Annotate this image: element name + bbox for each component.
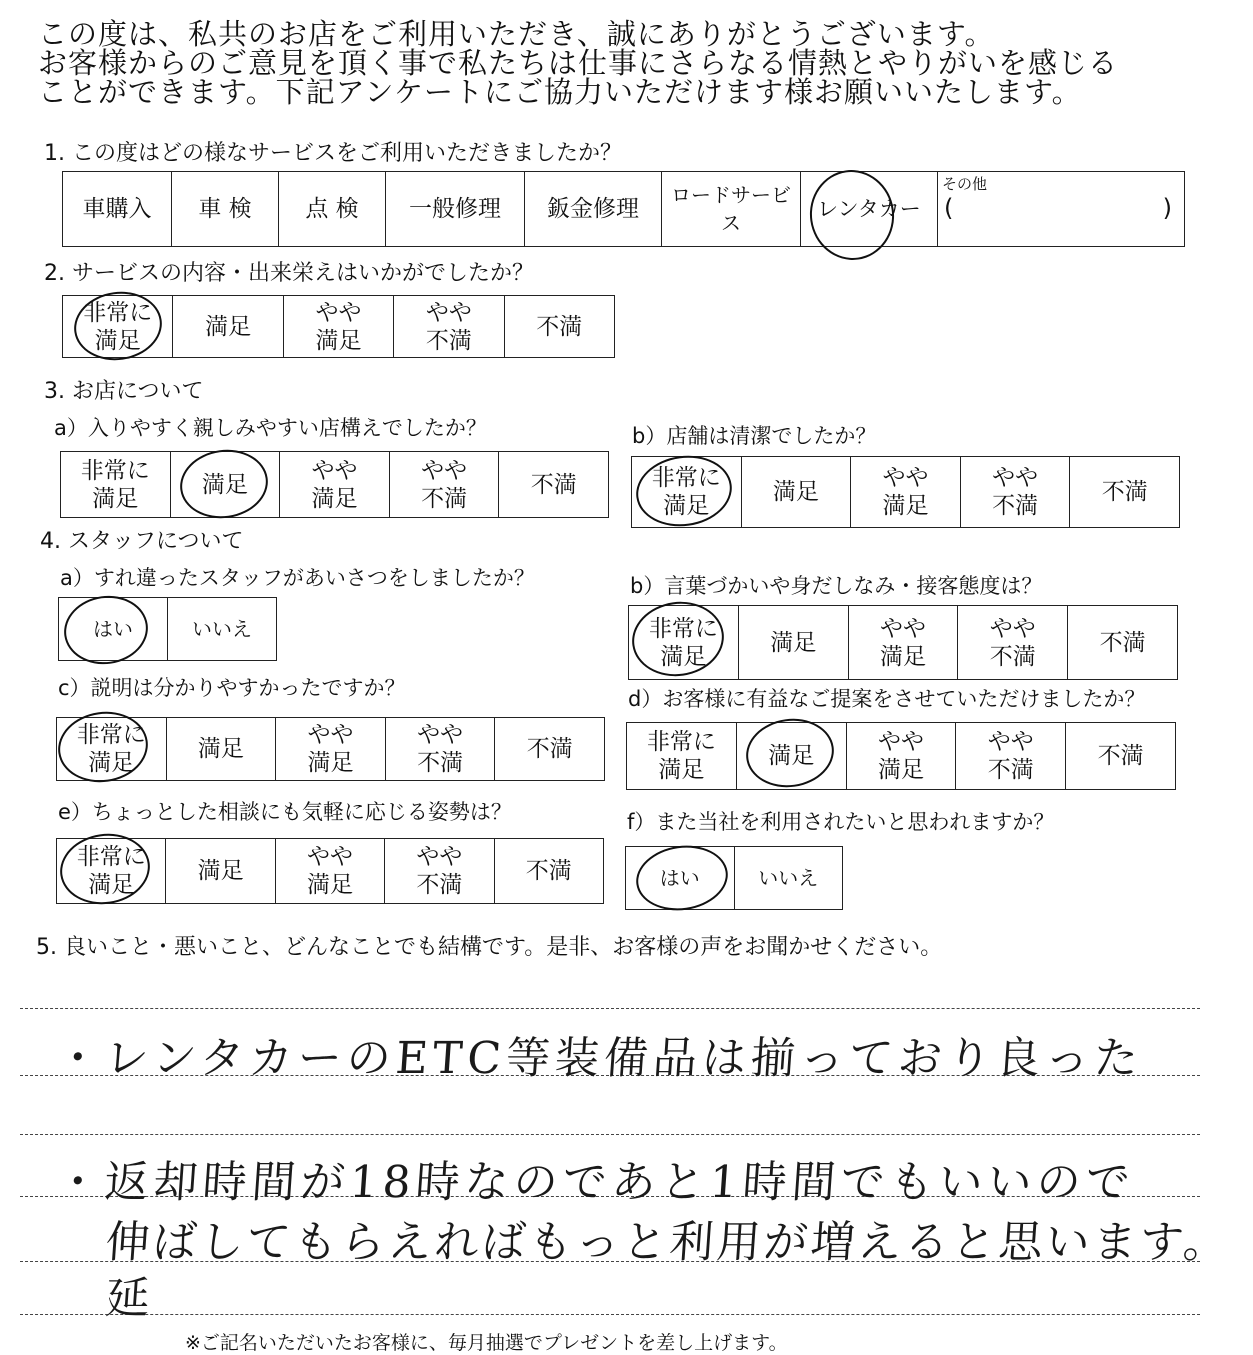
- answer-line: [20, 1314, 1200, 1315]
- option-dissatisfied[interactable]: 不満: [1068, 606, 1178, 680]
- option-label: 不満: [417, 750, 464, 776]
- option-label: 満足: [88, 750, 135, 776]
- option-very-satisfied[interactable]: [61, 452, 171, 518]
- option-label: やや: [417, 722, 464, 748]
- option-label: やや: [416, 844, 463, 870]
- option-somewhat-dissatisfied[interactable]: [960, 457, 1070, 528]
- option-label: やや: [425, 299, 472, 326]
- option-label: 満足: [882, 493, 929, 519]
- option-dissatisfied[interactable]: 不満: [499, 452, 609, 518]
- option-somewhat-satisfied[interactable]: [846, 723, 956, 790]
- option-label: 満足: [306, 872, 353, 898]
- option-label: やや: [992, 465, 1039, 491]
- q3b-options: [631, 456, 1180, 528]
- option-very-satisfied[interactable]: [57, 718, 167, 781]
- q1-option-check[interactable]: 点 検: [279, 172, 386, 247]
- q1-title: 1. この度はどの様なサービスをご利用いただきましたか？: [44, 141, 622, 166]
- q3a-title: a）入りやすく親しみやすい店構えでしたか？: [54, 416, 487, 440]
- q4a-title: a）すれ違ったスタッフがあいさつをしましたか？: [60, 566, 535, 590]
- option-label: 満足: [315, 327, 362, 354]
- option-dissatisfied[interactable]: 不満: [494, 839, 603, 904]
- q1-option-other[interactable]: [938, 172, 1185, 247]
- q1-option-sheet-metal[interactable]: 鈑金修理: [525, 172, 662, 247]
- q1-option-inspection[interactable]: 車 検: [172, 172, 279, 247]
- option-somewhat-dissatisfied[interactable]: [385, 839, 494, 904]
- q1-option-road-service[interactable]: ロードサービス: [662, 172, 801, 247]
- option-somewhat-dissatisfied[interactable]: [394, 296, 504, 358]
- option-label: 不満: [425, 327, 472, 354]
- option-label: 非常に: [80, 457, 150, 484]
- footer-note: ※ご記名いただいたお客様に、毎月抽選でプレゼントを差し上げます。: [185, 1332, 788, 1354]
- option-satisfied[interactable]: 満足: [166, 718, 276, 781]
- option-label: 不満: [416, 872, 463, 898]
- option-label: やや: [879, 615, 926, 642]
- handwritten-comment-line: ・返却時間が18時なのであと1時間でもいいので: [53, 1157, 1137, 1208]
- option-label: やや: [882, 465, 929, 491]
- option-dissatisfied[interactable]: 不満: [1070, 457, 1180, 528]
- handwritten-comment-line: ・レンタカーのETC等装備品は揃っており良った: [53, 1033, 1145, 1084]
- q3-title: 3. お店について: [44, 379, 204, 404]
- option-label: やや: [307, 722, 354, 748]
- handwritten-comment-line: 伸ばしてもらえればもっと利用が増えると思います。: [103, 1217, 1232, 1268]
- q4e-options: [56, 838, 604, 904]
- q2-options: [62, 295, 615, 358]
- option-label: 満足: [658, 757, 705, 783]
- option-label: やや: [987, 729, 1034, 755]
- option-very-satisfied[interactable]: [632, 457, 742, 528]
- option-label: 不満: [992, 493, 1039, 519]
- option-label: 満足: [307, 750, 354, 776]
- option-somewhat-dissatisfied[interactable]: [956, 723, 1066, 790]
- option-somewhat-satisfied[interactable]: [275, 839, 384, 904]
- option-label: 非常に: [646, 729, 716, 755]
- q4a-options: [58, 597, 277, 661]
- q4d-title: d）お客様に有益なご提案をさせていただけましたか？: [628, 687, 1146, 711]
- q1-option-car-purchase[interactable]: 車購入: [63, 172, 172, 247]
- option-no[interactable]: いいえ: [734, 847, 843, 910]
- option-satisfied[interactable]: 満足: [166, 839, 275, 904]
- q1-option-general-repair[interactable]: 一般修理: [386, 172, 525, 247]
- intro-line: お客様からのご意見を頂く事で私たちは仕事にさらなる情熱とやりがいを感じる: [38, 46, 1119, 80]
- option-dissatisfied[interactable]: 不満: [504, 296, 614, 358]
- intro-line: この度は、私共のお店をご利用いただき、誠にありがとうございます。: [38, 17, 995, 51]
- option-label: 満足: [879, 643, 926, 670]
- option-label: 非常に: [83, 299, 153, 326]
- option-label: やや: [989, 615, 1036, 642]
- q2-title: 2. サービスの内容・出来栄えはいかがでしたか？: [44, 261, 534, 286]
- option-satisfied[interactable]: 満足: [170, 452, 280, 518]
- other-open-paren: (: [944, 194, 954, 222]
- q4-title: 4. スタッフについて: [40, 529, 244, 554]
- option-dissatisfied[interactable]: 不満: [1066, 723, 1176, 790]
- option-label: やや: [306, 844, 353, 870]
- option-label: 非常に: [76, 844, 146, 870]
- answer-line: [20, 1134, 1200, 1135]
- option-somewhat-dissatisfied[interactable]: [389, 452, 499, 518]
- handwritten-comment-line: 延: [103, 1273, 157, 1324]
- q1-options: [62, 171, 1185, 247]
- option-dissatisfied[interactable]: 不満: [495, 718, 605, 781]
- option-somewhat-satisfied[interactable]: [851, 457, 961, 528]
- option-label: やや: [877, 729, 924, 755]
- q4b-options: [628, 605, 1178, 680]
- option-label: やや: [311, 457, 358, 484]
- other-label: その他: [942, 175, 988, 193]
- q4e-title: e）ちょっとした相談にも気軽に応じる姿勢は？: [58, 800, 512, 824]
- q4f-title: f）また当社を利用されたいと思われますか？: [627, 810, 1055, 834]
- option-very-satisfied[interactable]: [63, 296, 173, 358]
- option-very-satisfied[interactable]: [629, 606, 739, 680]
- q4c-options: [56, 717, 605, 781]
- option-no[interactable]: いいえ: [168, 598, 277, 661]
- option-label: 満足: [94, 327, 141, 354]
- option-label: 満足: [663, 493, 710, 519]
- option-yes[interactable]: はい: [626, 847, 735, 910]
- intro-text: [38, 17, 1119, 109]
- option-very-satisfied[interactable]: [57, 839, 166, 904]
- q3a-options: [60, 451, 609, 518]
- option-label: 不満: [987, 757, 1034, 783]
- q4c-title: c）説明は分かりやすかったですか？: [58, 676, 406, 700]
- option-satisfied[interactable]: 満足: [741, 457, 851, 528]
- answer-line: [20, 1008, 1200, 1009]
- q3b-title: b）店舗は清潔でしたか？: [632, 424, 877, 448]
- q4b-title: b）言葉づかいや身だしなみ・接客態度は？: [630, 574, 1043, 598]
- q1-option-rental-car[interactable]: レンタカー: [801, 172, 938, 247]
- other-close-paren: ): [1162, 194, 1172, 222]
- intro-line: ことができます。下記アンケートにご協力いただけます様お願いいたします。: [38, 75, 1082, 109]
- option-label: 非常に: [76, 722, 146, 748]
- option-label: 満足: [88, 872, 135, 898]
- option-label: 非常に: [648, 615, 718, 642]
- q4d-options: [626, 722, 1176, 790]
- option-label: やや: [315, 299, 362, 326]
- option-somewhat-satisfied[interactable]: [283, 296, 393, 358]
- option-label: 不満: [421, 485, 468, 512]
- option-somewhat-dissatisfied[interactable]: [385, 718, 495, 781]
- option-yes[interactable]: はい: [59, 598, 168, 661]
- option-label: 不満: [989, 643, 1036, 670]
- option-somewhat-satisfied[interactable]: [848, 606, 958, 680]
- option-satisfied[interactable]: 満足: [173, 296, 283, 358]
- q4f-options: [625, 846, 843, 910]
- q5-title: 5. 良いこと・悪いこと、どんなことでも結構です。是非、お客様の声をお聞かせください。: [36, 935, 943, 960]
- option-satisfied[interactable]: 満足: [736, 723, 846, 790]
- option-very-satisfied[interactable]: [627, 723, 737, 790]
- option-somewhat-satisfied[interactable]: [280, 452, 390, 518]
- option-label: 満足: [92, 485, 139, 512]
- option-label: 満足: [660, 643, 707, 670]
- option-label: やや: [421, 457, 468, 484]
- option-label: 非常に: [651, 465, 721, 491]
- option-label: 満足: [877, 757, 924, 783]
- option-label: 満足: [311, 485, 358, 512]
- option-somewhat-satisfied[interactable]: [276, 718, 386, 781]
- option-satisfied[interactable]: 満足: [738, 606, 848, 680]
- option-somewhat-dissatisfied[interactable]: [958, 606, 1068, 680]
